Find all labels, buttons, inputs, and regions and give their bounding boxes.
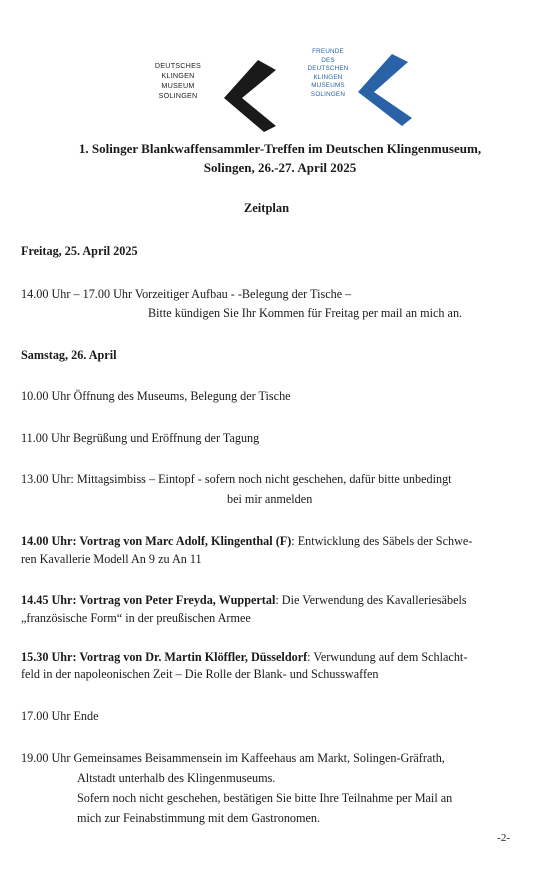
- friends-logo-blade-icon: [356, 54, 412, 126]
- friday-heading: Freitag, 25. April 2025: [21, 244, 138, 258]
- museum-logo-line: MUSEUM: [161, 81, 195, 90]
- talk-1-title-continued: ren Kavallerie Modell An 9 zu An 11: [21, 552, 202, 566]
- museum-logo-text: [141, 61, 215, 101]
- schedule-item-end: 17.00 Uhr Ende: [21, 709, 99, 723]
- schedule-item-welcome: 11.00 Uhr Begrüßung und Eröffnung der Tagung: [21, 431, 260, 445]
- friends-logo-line: FREUNDE: [312, 48, 344, 55]
- talk-2-title-continued: „französische Form“ in der preußischen Armee: [21, 611, 251, 625]
- saturday-heading: Samstag, 26. April: [21, 348, 117, 362]
- friends-logo-line: DEUTSCHEN: [307, 65, 349, 73]
- schedule-item-opening: 10.00 Uhr Öffnung des Museums, Belegung der Tische: [21, 389, 291, 403]
- talk-1-title: : Entwicklung des Säbels der Schwe-: [291, 534, 473, 548]
- talk-2-speaker: 14.45 Uhr: Vortrag von Peter Freyda, Wuppertal: [21, 593, 276, 607]
- document-title: [40, 139, 520, 177]
- title-line-2: Solingen, 26.-27. April 2025: [203, 160, 357, 175]
- museum-logo-line: SOLINGEN: [158, 91, 198, 100]
- schedule-item-lunch-note: bei mir anmelden: [227, 492, 313, 506]
- title-line-1: 1. Solinger Blankwaffensammler-Treffen im Deutschen Klingenmuseum,: [78, 141, 482, 156]
- evening-note-1: Altstadt unterhalb des Klingenmuseums.: [77, 771, 276, 785]
- friends-logo-line: DES: [321, 56, 335, 64]
- schedule-item-evening: 19.00 Uhr Gemeinsames Beisammensein im Kaffeehaus am Markt, Solingen-Gräfrath,: [21, 751, 445, 765]
- evening-note-2: Sofern noch nicht geschehen, bestätigen Sie bitte Ihre Teilnahme per Mail an: [77, 791, 453, 805]
- talk-3-title: : Verwundung auf dem Schlacht-: [307, 650, 468, 664]
- museum-logo-line: DEUTSCHES: [154, 61, 202, 70]
- talk-2-title: : Die Verwendung des Kavalleriesäbels: [275, 593, 467, 607]
- talk-3-title-continued: feld in der napoleonischen Zeit – Die Rolle der Blank- und Schusswaffen: [21, 667, 379, 681]
- schedule-item-talk-2: [21, 592, 467, 609]
- friday-setup: 14.00 Uhr – 17.00 Uhr Vorzeitiger Aufbau - -Belegung der Tische –: [21, 287, 352, 301]
- schedule-item-talk-3: [21, 649, 467, 666]
- talk-3-speaker: 15.30 Uhr: Vortrag von Dr. Martin Klöffler, Düsseldorf: [21, 650, 308, 664]
- friends-logo-line: SOLINGEN: [310, 90, 346, 98]
- schedule-item-lunch: 13.00 Uhr: Mittagsimbiss – Eintopf - sofern noch nicht geschehen, dafür bitte unbedingt: [21, 472, 452, 486]
- friends-logo-text: [296, 48, 360, 100]
- friends-logo-line: MUSEUMS: [311, 82, 345, 90]
- friday-setup-note: Bitte kündigen Sie Ihr Kommen für Freitag per mail an mich an.: [148, 306, 463, 320]
- page-number: -2-: [497, 832, 510, 844]
- schedule-item-talk-1: [21, 533, 472, 550]
- museum-logo-blade-icon: [220, 60, 276, 132]
- museum-logo-line: KLINGEN: [161, 71, 195, 80]
- talk-1-speaker: 14.00 Uhr: Vortrag von Marc Adolf, Klingenthal (F): [21, 534, 292, 548]
- evening-note-3: mich zur Feinabstimmung mit dem Gastronomen.: [77, 811, 321, 825]
- logo-area: [0, 26, 533, 108]
- friends-logo-line: KLINGEN: [313, 73, 343, 81]
- schedule-heading: Zeitplan: [243, 201, 290, 215]
